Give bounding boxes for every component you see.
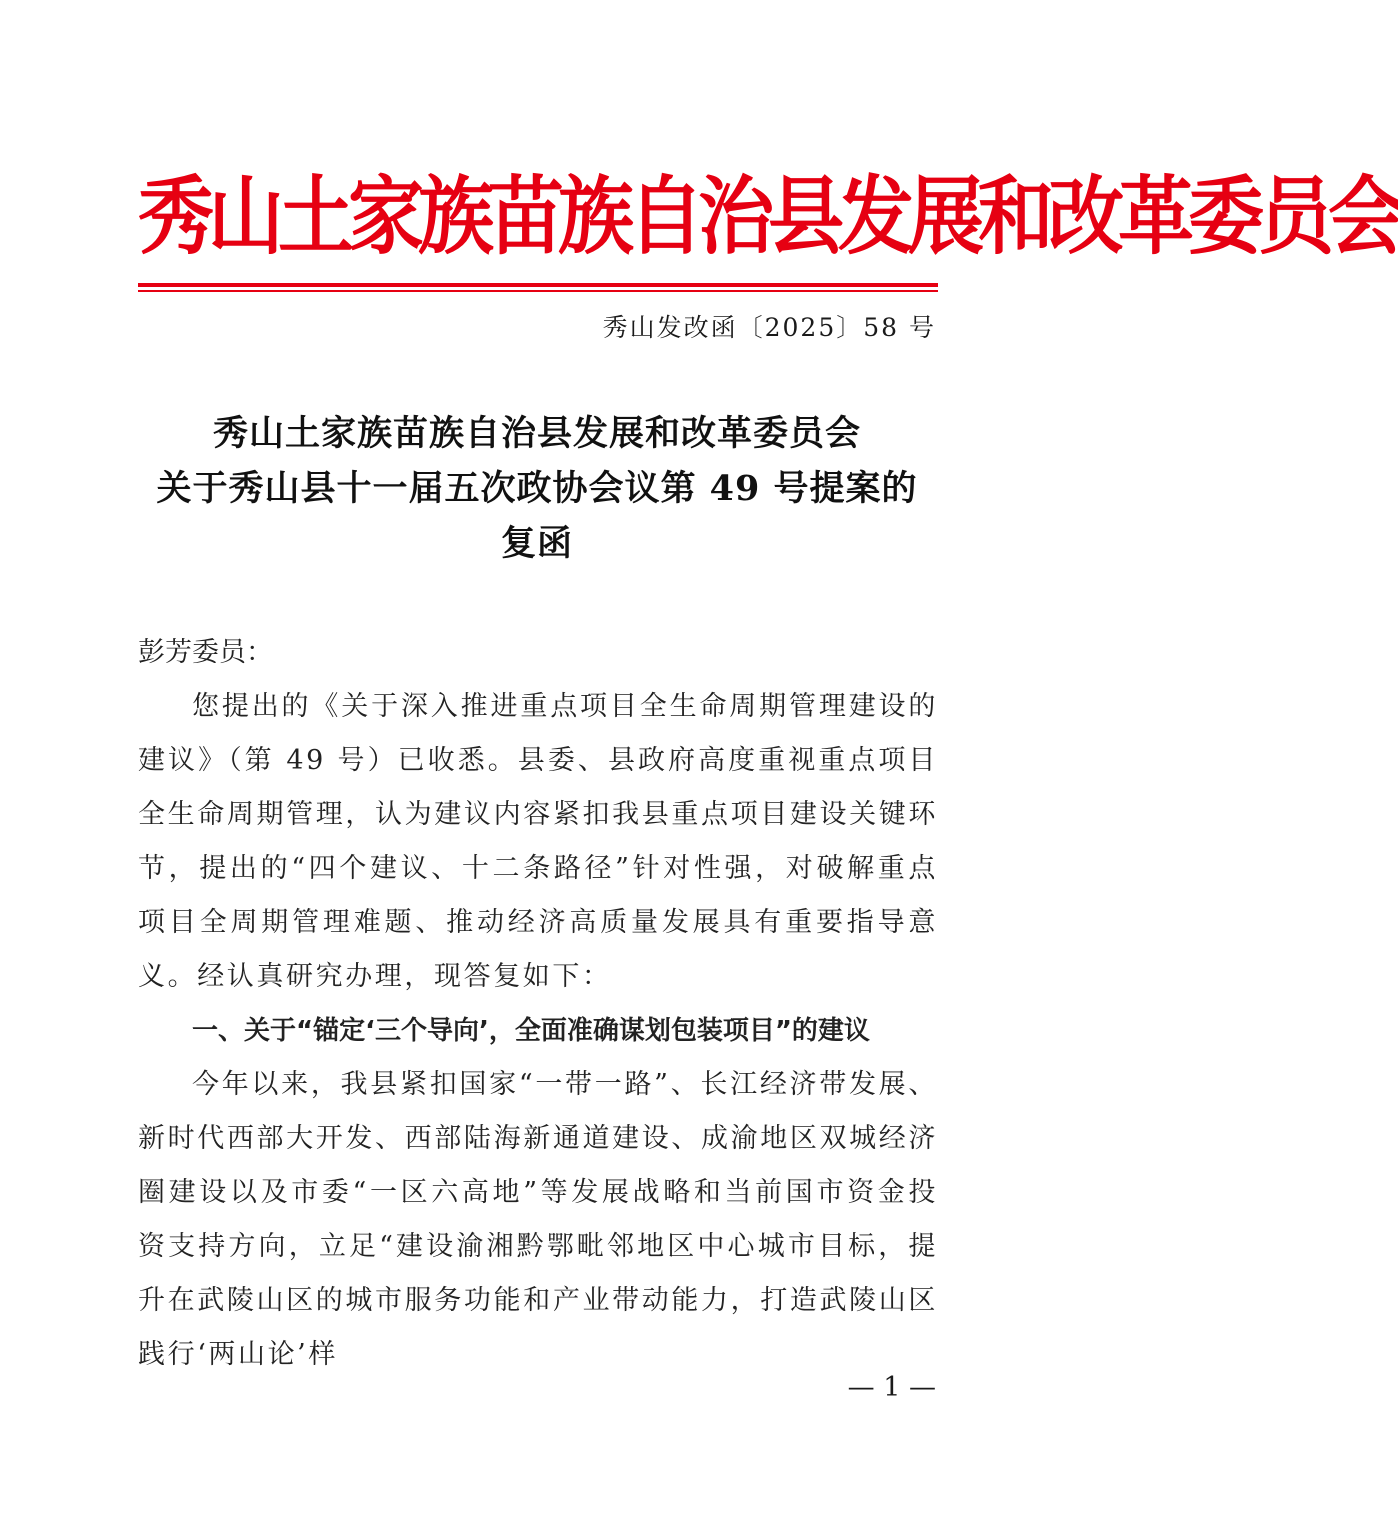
body-paragraph-1: 您提出的《关于深入推进重点项目全生命周期管理建设的建议》（第 49 号）已收悉。县委、县政府高度重视重点项目全生命周期管理，认为建议内容紧扣我县重点项目建设关键环节，提出的“四个建议、十二条路径”针对性强，对破解重点项目全周期管理难题、推动经济高质量发展具有重要指导意义。经认真研究办理，现答复如下： — [138, 691, 938, 992]
document-body — [138, 626, 938, 1382]
title-line-2: 关于秀山县十一届五次政协会议第 49 号提案的 — [156, 468, 918, 509]
agency-red-header: 秀山土家族苗族自治县发展和改革委员会 — [138, 166, 1398, 267]
title-line-1: 秀山土家族苗族自治县发展和改革委员会 — [212, 413, 861, 454]
document-title — [100, 406, 974, 571]
salutation: 彭芳委员： — [138, 637, 273, 668]
section-heading-1: 一、关于“锚定‘三个导向’，全面准确谋划包装项目”的建议 — [192, 1016, 870, 1046]
body-paragraph-2: 今年以来，我县紧扣国家“一带一路”、长江经济带发展、新时代西部大开发、西部陆海新通道建设、成渝地区双城经济圈建设以及市委“一区六高地”等发展战略和当前国市资金投资支持方向，立足“建设渝湘黔鄂毗邻地区中心城市目标，提升在武陵山区的城市服务功能和产业带动能力，打造武陵山区践行‘两山论’样 — [138, 1069, 938, 1370]
red-header-rule-thin — [138, 290, 938, 292]
red-header-rule-thick — [138, 283, 938, 287]
title-line-3: 复函 — [500, 523, 573, 564]
document-number: 秀山发改函〔2025〕58 号 — [602, 313, 936, 342]
page-number: — 1 — — [847, 1372, 936, 1403]
